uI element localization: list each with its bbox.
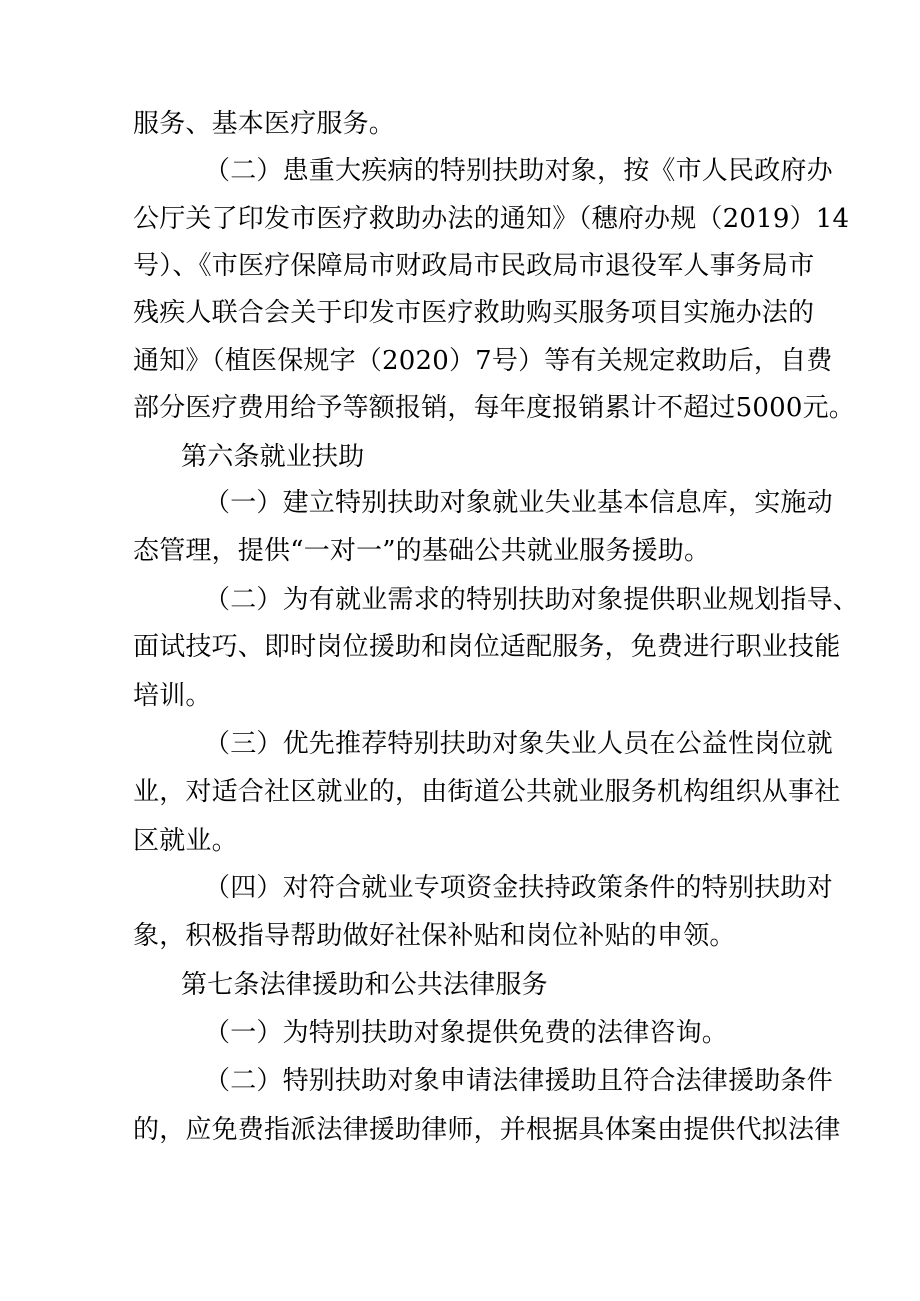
text-line-2: （二）患重大疾病的特别扶助对象，按《市人民政府办 (204, 156, 833, 186)
text-line-14: （三）优先推荐特别扶助对象失业人员在公益性岗位就 (204, 729, 833, 759)
text-line-17: （四）对符合就业专项资金扶持政策条件的特别扶助对 (204, 873, 833, 903)
text-line-4: 号）、《市医疗保障局市财政局市民政局市退役军人事务局市 (133, 251, 815, 281)
text-line-5: 残疾人联合会关于印发市医疗救助购买服务项目实施办法的 (133, 298, 815, 328)
section-heading-article-7: 第七条法律援助和公共法律服务 (181, 970, 548, 1000)
text-line-10: 态管理，提供“一对一”的基础公共就业服务援助。 (133, 536, 711, 566)
text-line-6: 通知》（植医保规字（2020）7号）等有关规定救助后，自费 (133, 346, 833, 376)
text-line-11: （二）为有就业需求的特别扶助对象提供职业规划指导、 (204, 585, 860, 615)
text-line-21: （二）特别扶助对象申请法律援助且符合法律援助条件 (204, 1066, 833, 1096)
text-line-13: 培训。 (133, 681, 212, 711)
text-line-1: 服务、基本医疗服务。 (133, 109, 396, 139)
text-line-20: （一）为特别扶助对象提供免费的法律咨询。 (204, 1018, 729, 1048)
text-line-3: 公厅关了印发市医疗救助办法的通知》（穗府办规（2019）14 (133, 204, 850, 234)
text-line-9: （一）建立特别扶助对象就业失业基本信息库，实施动 (204, 488, 833, 518)
text-line-15: 业，对适合社区就业的，由街道公共就业服务机构组织从事社 (133, 777, 841, 807)
text-line-22: 的，应免费指派法律援助律师，并根据具体案由提供代拟法律 (133, 1115, 841, 1145)
text-line-18: 象，积极指导帮助做好社保补贴和岗位补贴的申领。 (133, 921, 736, 951)
text-line-16: 区就业。 (133, 826, 238, 856)
text-line-12: 面试技巧、即时岗位援助和岗位适配服务，免费进行职业技能 (133, 632, 841, 662)
text-line-7: 部分医疗费用给予等额报销，每年度报销累计不超过5000元。 (133, 393, 855, 423)
section-heading-article-6: 第六条就业扶助 (181, 442, 365, 472)
